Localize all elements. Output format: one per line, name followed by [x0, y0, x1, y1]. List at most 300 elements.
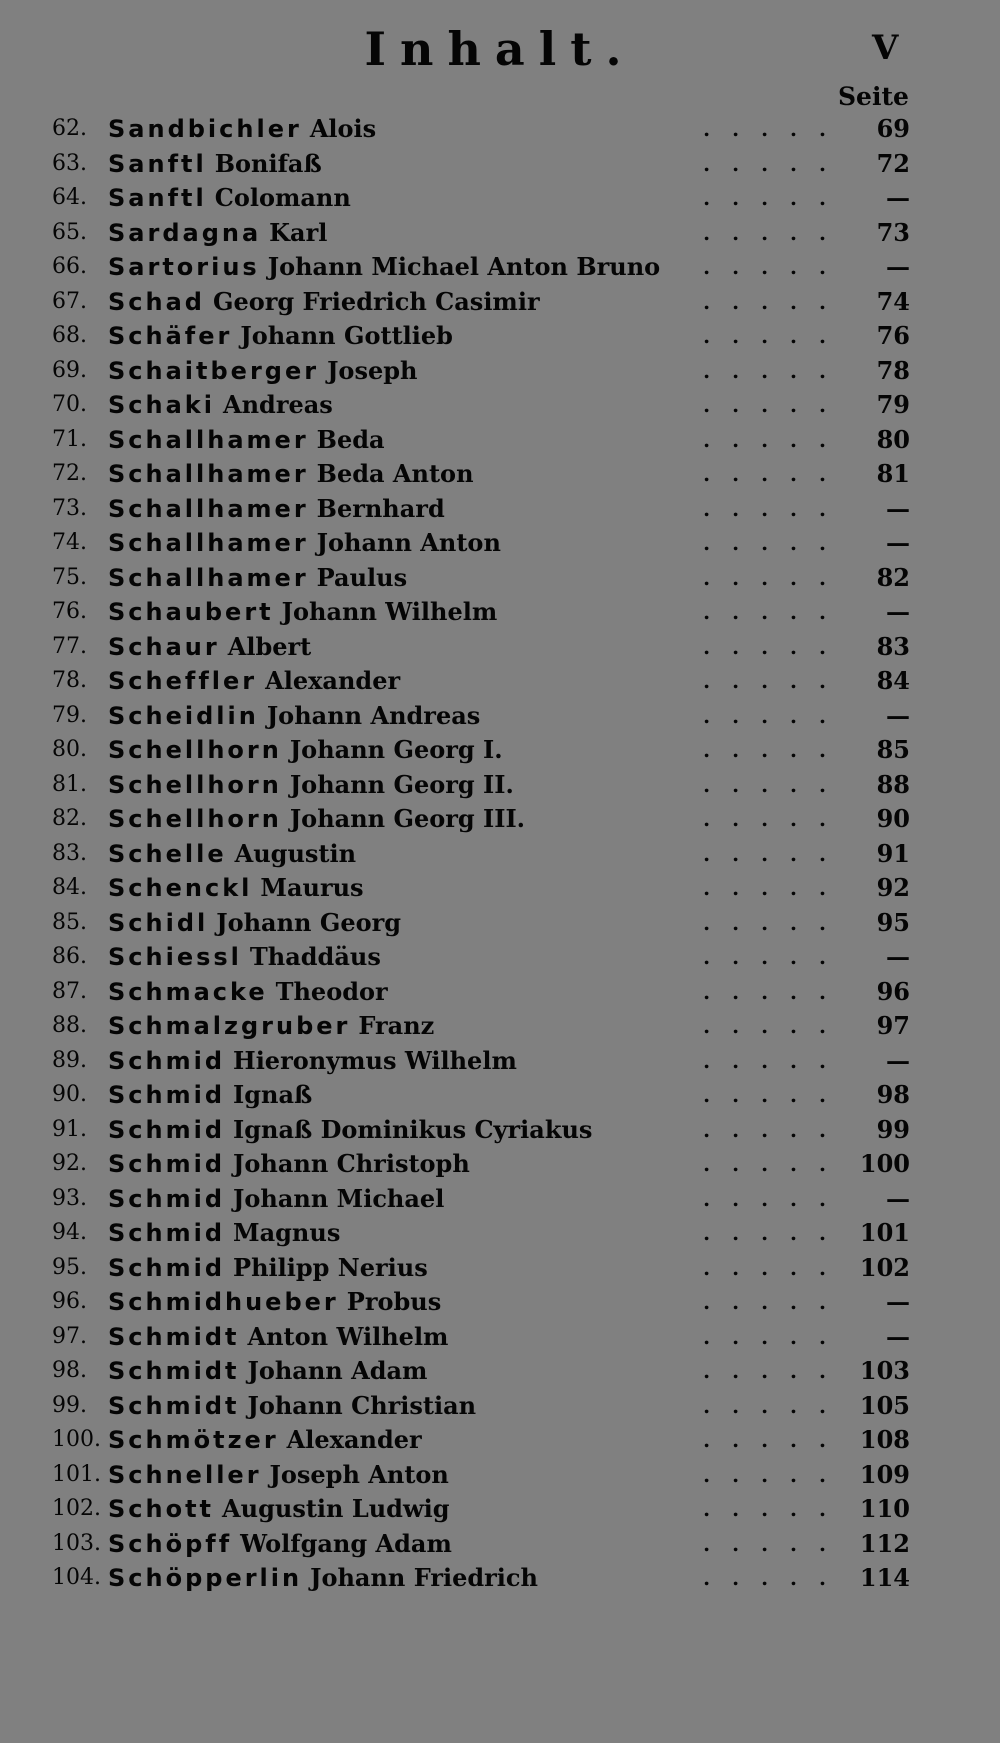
entry-name — [108, 112, 376, 147]
entry-name — [108, 526, 501, 561]
entry-given-names: Ignaß Dominikus Cyriakus — [233, 1114, 593, 1144]
toc-entry — [52, 1216, 910, 1251]
entry-given-names: Johann Michael — [233, 1183, 445, 1213]
entry-surname: Schellhorn — [108, 770, 282, 799]
dot-leaders: ..... — [703, 1359, 848, 1383]
entry-surname: Schäfer — [108, 322, 233, 350]
dot-leaders: ..... — [703, 1324, 848, 1349]
toc-entry — [52, 1458, 910, 1493]
entry-page-number: 95 — [876, 907, 910, 937]
page-column-header: Seite — [838, 82, 909, 111]
dot-leaders: ..... — [703, 324, 848, 348]
entry-page-number: 109 — [859, 1459, 910, 1489]
entry-name — [108, 1285, 441, 1320]
entry-surname: Sartorius — [108, 253, 260, 281]
entry-name — [108, 388, 333, 423]
toc-entry — [52, 802, 910, 837]
entry-page-number: 108 — [859, 1425, 910, 1454]
toc-entry — [52, 871, 910, 906]
toc-entry — [52, 147, 910, 182]
entry-number: 80. — [52, 737, 87, 762]
entry-name — [108, 733, 503, 768]
page-title: Inhalt. — [364, 22, 636, 76]
entry-number: 95. — [52, 1254, 87, 1280]
entry-page-number: — — [886, 700, 910, 730]
entry-given-names: Johann Wilhelm — [281, 597, 498, 626]
dot-leaders: ..... — [703, 910, 848, 935]
entry-name — [108, 1458, 449, 1493]
toc-entry — [52, 733, 910, 768]
entry-page-number: 88 — [876, 769, 910, 799]
entry-given-names: Theodor — [275, 976, 388, 1006]
entry-name — [108, 1251, 428, 1286]
dot-leaders: ..... — [703, 1290, 848, 1314]
entry-surname: Schallhamer — [108, 460, 309, 488]
entry-surname: Schöpff — [108, 1529, 233, 1558]
entry-surname: Schmacke — [108, 977, 268, 1006]
dot-leaders: ..... — [703, 1497, 848, 1521]
entry-number: 88. — [52, 1013, 87, 1038]
entry-given-names: Colomann — [214, 183, 351, 212]
entry-page-number: 110 — [859, 1494, 910, 1523]
entry-surname: Schellhorn — [108, 736, 282, 764]
dot-leaders: ..... — [703, 1117, 848, 1142]
entry-page-number: 97 — [876, 1011, 910, 1040]
dot-leaders: ..... — [703, 531, 848, 555]
entry-page-number: 98 — [876, 1080, 910, 1109]
entry-page-number: 102 — [859, 1252, 910, 1282]
entry-name — [108, 457, 474, 492]
entry-given-names: Alois — [309, 114, 377, 143]
entry-number: 101. — [52, 1461, 101, 1487]
entry-number: 102. — [52, 1496, 101, 1521]
entry-surname: Schenckl — [108, 874, 253, 902]
entry-surname: Schaur — [108, 632, 220, 661]
dot-leaders: ..... — [703, 738, 848, 762]
entry-page-number: 103 — [859, 1356, 910, 1385]
entry-name — [108, 1216, 340, 1251]
entry-page-number: 90 — [876, 804, 910, 833]
toc-entry — [52, 1527, 910, 1562]
dot-leaders: ..... — [703, 393, 848, 417]
entry-page-number: 73 — [876, 217, 910, 247]
entry-given-names: Paulus — [316, 562, 408, 592]
entry-number: 67. — [52, 288, 87, 314]
entry-given-names: Johann Georg I. — [289, 735, 503, 764]
entry-page-number: 80 — [876, 424, 910, 454]
entry-given-names: Ignaß — [233, 1080, 313, 1109]
entry-surname: Schallhamer — [108, 494, 309, 523]
entry-surname: Schneller — [108, 1460, 262, 1489]
entry-surname: Schaki — [108, 391, 215, 419]
entry-surname: Schiessl — [108, 943, 242, 971]
dot-leaders: ..... — [703, 117, 848, 141]
entry-page-number: 114 — [859, 1563, 910, 1592]
entry-page-number: 92 — [876, 873, 910, 902]
entry-number: 99. — [52, 1392, 87, 1418]
dot-leaders: ..... — [703, 807, 848, 831]
entry-number: 84. — [52, 875, 87, 900]
dot-leaders: ..... — [703, 220, 848, 245]
toc-entry — [52, 1182, 910, 1217]
dot-leaders: ..... — [703, 669, 848, 693]
entry-surname: Schelle — [108, 839, 227, 868]
entry-page-number: — — [886, 597, 910, 626]
entry-number: 76. — [52, 599, 87, 624]
page-marker: V — [872, 28, 899, 68]
entry-page-number: 91 — [876, 838, 910, 868]
entry-given-names: Bonifaß — [214, 148, 322, 178]
entry-name — [108, 1354, 427, 1389]
entry-name — [108, 906, 401, 941]
entry-name — [108, 561, 407, 596]
entry-number: 72. — [52, 461, 87, 486]
dot-leaders: ..... — [703, 1531, 848, 1556]
toc-entry — [52, 423, 910, 458]
entry-surname: Schmalzgruber — [108, 1012, 351, 1040]
entry-number: 86. — [52, 944, 87, 969]
entry-given-names: Franz — [358, 1011, 435, 1040]
toc-entry — [52, 181, 910, 216]
dot-leaders: ..... — [703, 1255, 848, 1280]
entry-name — [108, 871, 364, 906]
entry-page-number: — — [886, 252, 910, 281]
dot-leaders: ..... — [703, 600, 848, 624]
toc-entry — [52, 1044, 910, 1079]
entry-surname: Schallhamer — [108, 425, 309, 454]
toc-entry — [52, 630, 910, 665]
toc-entry — [52, 1492, 910, 1527]
entry-surname: Schmid — [108, 1115, 226, 1144]
entry-given-names: Beda — [316, 424, 385, 454]
entry-surname: Schmid — [108, 1253, 226, 1282]
entry-given-names: Anton Wilhelm — [247, 1321, 449, 1351]
entry-given-names: Augustin Ludwig — [222, 1494, 450, 1523]
dot-leaders: ..... — [703, 1048, 848, 1073]
toc-entry — [52, 1113, 910, 1148]
entry-page-number: — — [886, 493, 910, 523]
entry-given-names: Alexander — [265, 666, 401, 695]
entry-name — [108, 768, 514, 803]
entry-number: 91. — [52, 1116, 87, 1142]
entry-surname: Schad — [108, 287, 205, 316]
entry-given-names: Probus — [346, 1287, 442, 1316]
toc-entry — [52, 1354, 910, 1389]
dot-leaders: ..... — [703, 289, 848, 314]
entry-given-names: Bernhard — [316, 493, 445, 523]
entry-given-names: Johann Georg — [216, 907, 402, 937]
table-of-contents — [52, 112, 910, 1596]
entry-number: 89. — [52, 1047, 87, 1073]
toc-entry — [52, 837, 910, 872]
entry-number: 92. — [52, 1151, 87, 1176]
entry-page-number: 85 — [876, 735, 910, 764]
entry-given-names: Johann Andreas — [266, 700, 481, 730]
dot-leaders: ..... — [703, 772, 848, 797]
entry-name — [108, 492, 445, 527]
dot-leaders: ..... — [703, 703, 848, 728]
dot-leaders: ..... — [703, 1083, 848, 1107]
toc-entry — [52, 319, 910, 354]
entry-page-number: 79 — [876, 390, 910, 419]
entry-surname: Schmötzer — [108, 1426, 279, 1454]
entry-given-names: Johann Anton — [316, 528, 501, 557]
toc-entry — [52, 1251, 910, 1286]
entry-given-names: Andreas — [222, 390, 333, 419]
entry-number: 69. — [52, 357, 87, 383]
entry-page-number: 99 — [876, 1114, 910, 1144]
entry-surname: Schmidhueber — [108, 1288, 339, 1316]
entry-given-names: Johann Georg II. — [289, 769, 514, 799]
dot-leaders: ..... — [703, 186, 848, 210]
entry-page-number: — — [886, 942, 910, 971]
toc-entry — [52, 1320, 910, 1355]
entry-name — [108, 354, 417, 389]
entry-given-names: Joseph — [327, 355, 418, 385]
entry-number: 62. — [52, 116, 87, 141]
toc-entry — [52, 1147, 910, 1182]
toc-entry — [52, 216, 910, 251]
entry-given-names: Joseph Anton — [269, 1459, 449, 1489]
toc-entry — [52, 457, 910, 492]
entry-number: 63. — [52, 150, 87, 176]
entry-name — [108, 1527, 452, 1562]
toc-entry — [52, 1423, 910, 1458]
dot-leaders: ..... — [703, 1152, 848, 1176]
entry-surname: Sardagna — [108, 218, 262, 247]
toc-entry — [52, 699, 910, 734]
entry-surname: Schmid — [108, 1219, 226, 1247]
entry-given-names: Magnus — [233, 1218, 341, 1247]
entry-page-number: 69 — [876, 114, 910, 143]
entry-page-number: 82 — [876, 562, 910, 592]
toc-entry — [52, 388, 910, 423]
entry-number: 77. — [52, 633, 87, 659]
entry-given-names: Karl — [269, 217, 328, 247]
entry-page-number: 100 — [859, 1149, 910, 1178]
entry-number: 94. — [52, 1220, 87, 1245]
entry-number: 68. — [52, 323, 87, 348]
dot-leaders: ..... — [703, 427, 848, 452]
entry-number: 74. — [52, 530, 87, 555]
entry-surname: Schmidt — [108, 1322, 240, 1351]
entry-given-names: Maurus — [260, 873, 364, 902]
entry-page-number: — — [886, 1183, 910, 1213]
entry-given-names: Johann Adam — [247, 1356, 428, 1385]
entry-page-number: 105 — [859, 1390, 910, 1420]
toc-entry — [52, 906, 910, 941]
entry-name — [108, 1389, 476, 1424]
entry-number: 90. — [52, 1082, 87, 1107]
entry-name — [108, 1492, 450, 1527]
dot-leaders: ..... — [703, 945, 848, 969]
entry-page-number: — — [886, 528, 910, 557]
entry-name — [108, 250, 660, 285]
entry-number: 97. — [52, 1323, 87, 1349]
toc-entry — [52, 492, 910, 527]
entry-given-names: Johann Georg III. — [289, 804, 526, 833]
entry-name — [108, 1044, 517, 1079]
dot-leaders: ..... — [703, 1462, 848, 1487]
entry-given-names: Alexander — [286, 1425, 422, 1454]
entry-number: 81. — [52, 771, 87, 797]
toc-entry — [52, 595, 910, 630]
entry-name — [108, 1423, 422, 1458]
entry-given-names: Beda Anton — [316, 459, 474, 488]
dot-leaders: ..... — [703, 496, 848, 521]
dot-leaders: ..... — [703, 565, 848, 590]
entry-name — [108, 1561, 538, 1596]
entry-name — [108, 1320, 448, 1355]
entry-name — [108, 1009, 434, 1044]
entry-name — [108, 181, 351, 216]
entry-page-number: 74 — [876, 286, 910, 316]
toc-entry — [52, 1389, 910, 1424]
entry-given-names: Johann Michael Anton Bruno — [267, 252, 661, 281]
entry-number: 66. — [52, 254, 87, 279]
entry-number: 93. — [52, 1185, 87, 1211]
toc-entry — [52, 354, 910, 389]
entry-given-names: Albert — [227, 631, 312, 661]
entry-page-number: 96 — [876, 976, 910, 1006]
entry-given-names: Johann Christian — [247, 1390, 477, 1420]
entry-name — [108, 285, 540, 320]
toc-entry — [52, 664, 910, 699]
entry-given-names: Philipp Nerius — [233, 1252, 428, 1282]
entry-page-number: 76 — [876, 321, 910, 350]
entry-number: 104. — [52, 1565, 101, 1590]
entry-number: 73. — [52, 495, 87, 521]
entry-given-names: Hieronymus Wilhelm — [233, 1045, 517, 1075]
entry-surname: Sanftl — [108, 184, 207, 212]
entry-name — [108, 1182, 444, 1217]
toc-entry — [52, 1561, 910, 1596]
toc-entry — [52, 975, 910, 1010]
entry-number: 64. — [52, 185, 87, 210]
entry-surname: Schmid — [108, 1184, 226, 1213]
toc-entry — [52, 1009, 910, 1044]
entry-given-names: Johann Gottlieb — [240, 321, 453, 350]
entry-number: 78. — [52, 668, 87, 693]
entry-page-number: — — [886, 183, 910, 212]
toc-entry — [52, 285, 910, 320]
entry-surname: Scheffler — [108, 667, 258, 695]
dot-leaders: ..... — [703, 255, 848, 279]
entry-page-number: 81 — [876, 459, 910, 488]
entry-name — [108, 423, 385, 458]
entry-name — [108, 837, 356, 872]
entry-number: 103. — [52, 1530, 101, 1556]
dot-leaders: ..... — [703, 876, 848, 900]
entry-name — [108, 975, 388, 1010]
entry-surname: Schmidt — [108, 1357, 240, 1385]
entry-page-number: 101 — [859, 1218, 910, 1247]
dot-leaders: ..... — [703, 1186, 848, 1211]
dot-leaders: ..... — [703, 1014, 848, 1038]
dot-leaders: ..... — [703, 1428, 848, 1452]
entry-surname: Schmid — [108, 1046, 226, 1075]
entry-name — [108, 940, 381, 975]
dot-leaders: ..... — [703, 634, 848, 659]
entry-page-number: 112 — [859, 1528, 910, 1558]
dot-leaders: ..... — [703, 358, 848, 383]
dot-leaders: ..... — [703, 151, 848, 176]
dot-leaders: ..... — [703, 841, 848, 866]
entry-number: 71. — [52, 426, 87, 452]
entry-name — [108, 1147, 470, 1182]
dot-leaders: ..... — [703, 1566, 848, 1590]
entry-name — [108, 699, 480, 734]
entry-surname: Schaubert — [108, 598, 274, 626]
toc-entry — [52, 250, 910, 285]
entry-given-names: Johann Friedrich — [310, 1563, 538, 1592]
entry-surname: Schmid — [108, 1150, 226, 1178]
entry-name — [108, 630, 311, 665]
entry-given-names: Thaddäus — [249, 942, 381, 971]
entry-surname: Scheidlin — [108, 701, 259, 730]
entry-name — [108, 802, 525, 837]
toc-entry — [52, 1078, 910, 1113]
entry-surname: Schmid — [108, 1081, 226, 1109]
entry-surname: Schallhamer — [108, 529, 309, 557]
dot-leaders: ..... — [703, 462, 848, 486]
entry-number: 96. — [52, 1289, 87, 1314]
entry-surname: Schmidt — [108, 1391, 240, 1420]
entry-surname: Schellhorn — [108, 805, 282, 833]
entry-page-number: 78 — [876, 355, 910, 385]
entry-name — [108, 664, 400, 699]
entry-name — [108, 319, 453, 354]
entry-surname: Sanftl — [108, 149, 207, 178]
entry-page-number: 84 — [876, 666, 910, 695]
entry-page-number: 83 — [876, 631, 910, 661]
dot-leaders: ..... — [703, 979, 848, 1004]
entry-page-number: — — [886, 1045, 910, 1075]
toc-entry — [52, 1285, 910, 1320]
toc-entry — [52, 526, 910, 561]
toc-entry — [52, 112, 910, 147]
entry-number: 70. — [52, 392, 87, 417]
entry-surname: Sandbichler — [108, 115, 302, 143]
dot-leaders: ..... — [703, 1393, 848, 1418]
entry-name — [108, 1078, 312, 1113]
entry-number: 83. — [52, 840, 87, 866]
entry-surname: Schidl — [108, 908, 209, 937]
toc-entry — [52, 940, 910, 975]
entry-number: 65. — [52, 219, 87, 245]
toc-entry — [52, 561, 910, 596]
entry-number: 85. — [52, 909, 87, 935]
entry-page-number: 72 — [876, 148, 910, 178]
entry-given-names: Wolfgang Adam — [240, 1528, 452, 1558]
entry-name — [108, 216, 327, 251]
entry-surname: Schaitberger — [108, 356, 320, 385]
toc-entry — [52, 768, 910, 803]
entry-given-names: Augustin — [234, 838, 357, 868]
entry-surname: Schöpperlin — [108, 1564, 303, 1592]
entry-number: 79. — [52, 702, 87, 728]
entry-name — [108, 147, 322, 182]
entry-given-names: Georg Friedrich Casimir — [212, 286, 540, 316]
entry-surname: Schallhamer — [108, 563, 309, 592]
entry-number: 100. — [52, 1427, 101, 1452]
entry-number: 87. — [52, 978, 87, 1004]
dot-leaders: ..... — [703, 1221, 848, 1245]
entry-number: 98. — [52, 1358, 87, 1383]
entry-number: 75. — [52, 564, 87, 590]
entry-name — [108, 595, 497, 630]
entry-name — [108, 1113, 592, 1148]
